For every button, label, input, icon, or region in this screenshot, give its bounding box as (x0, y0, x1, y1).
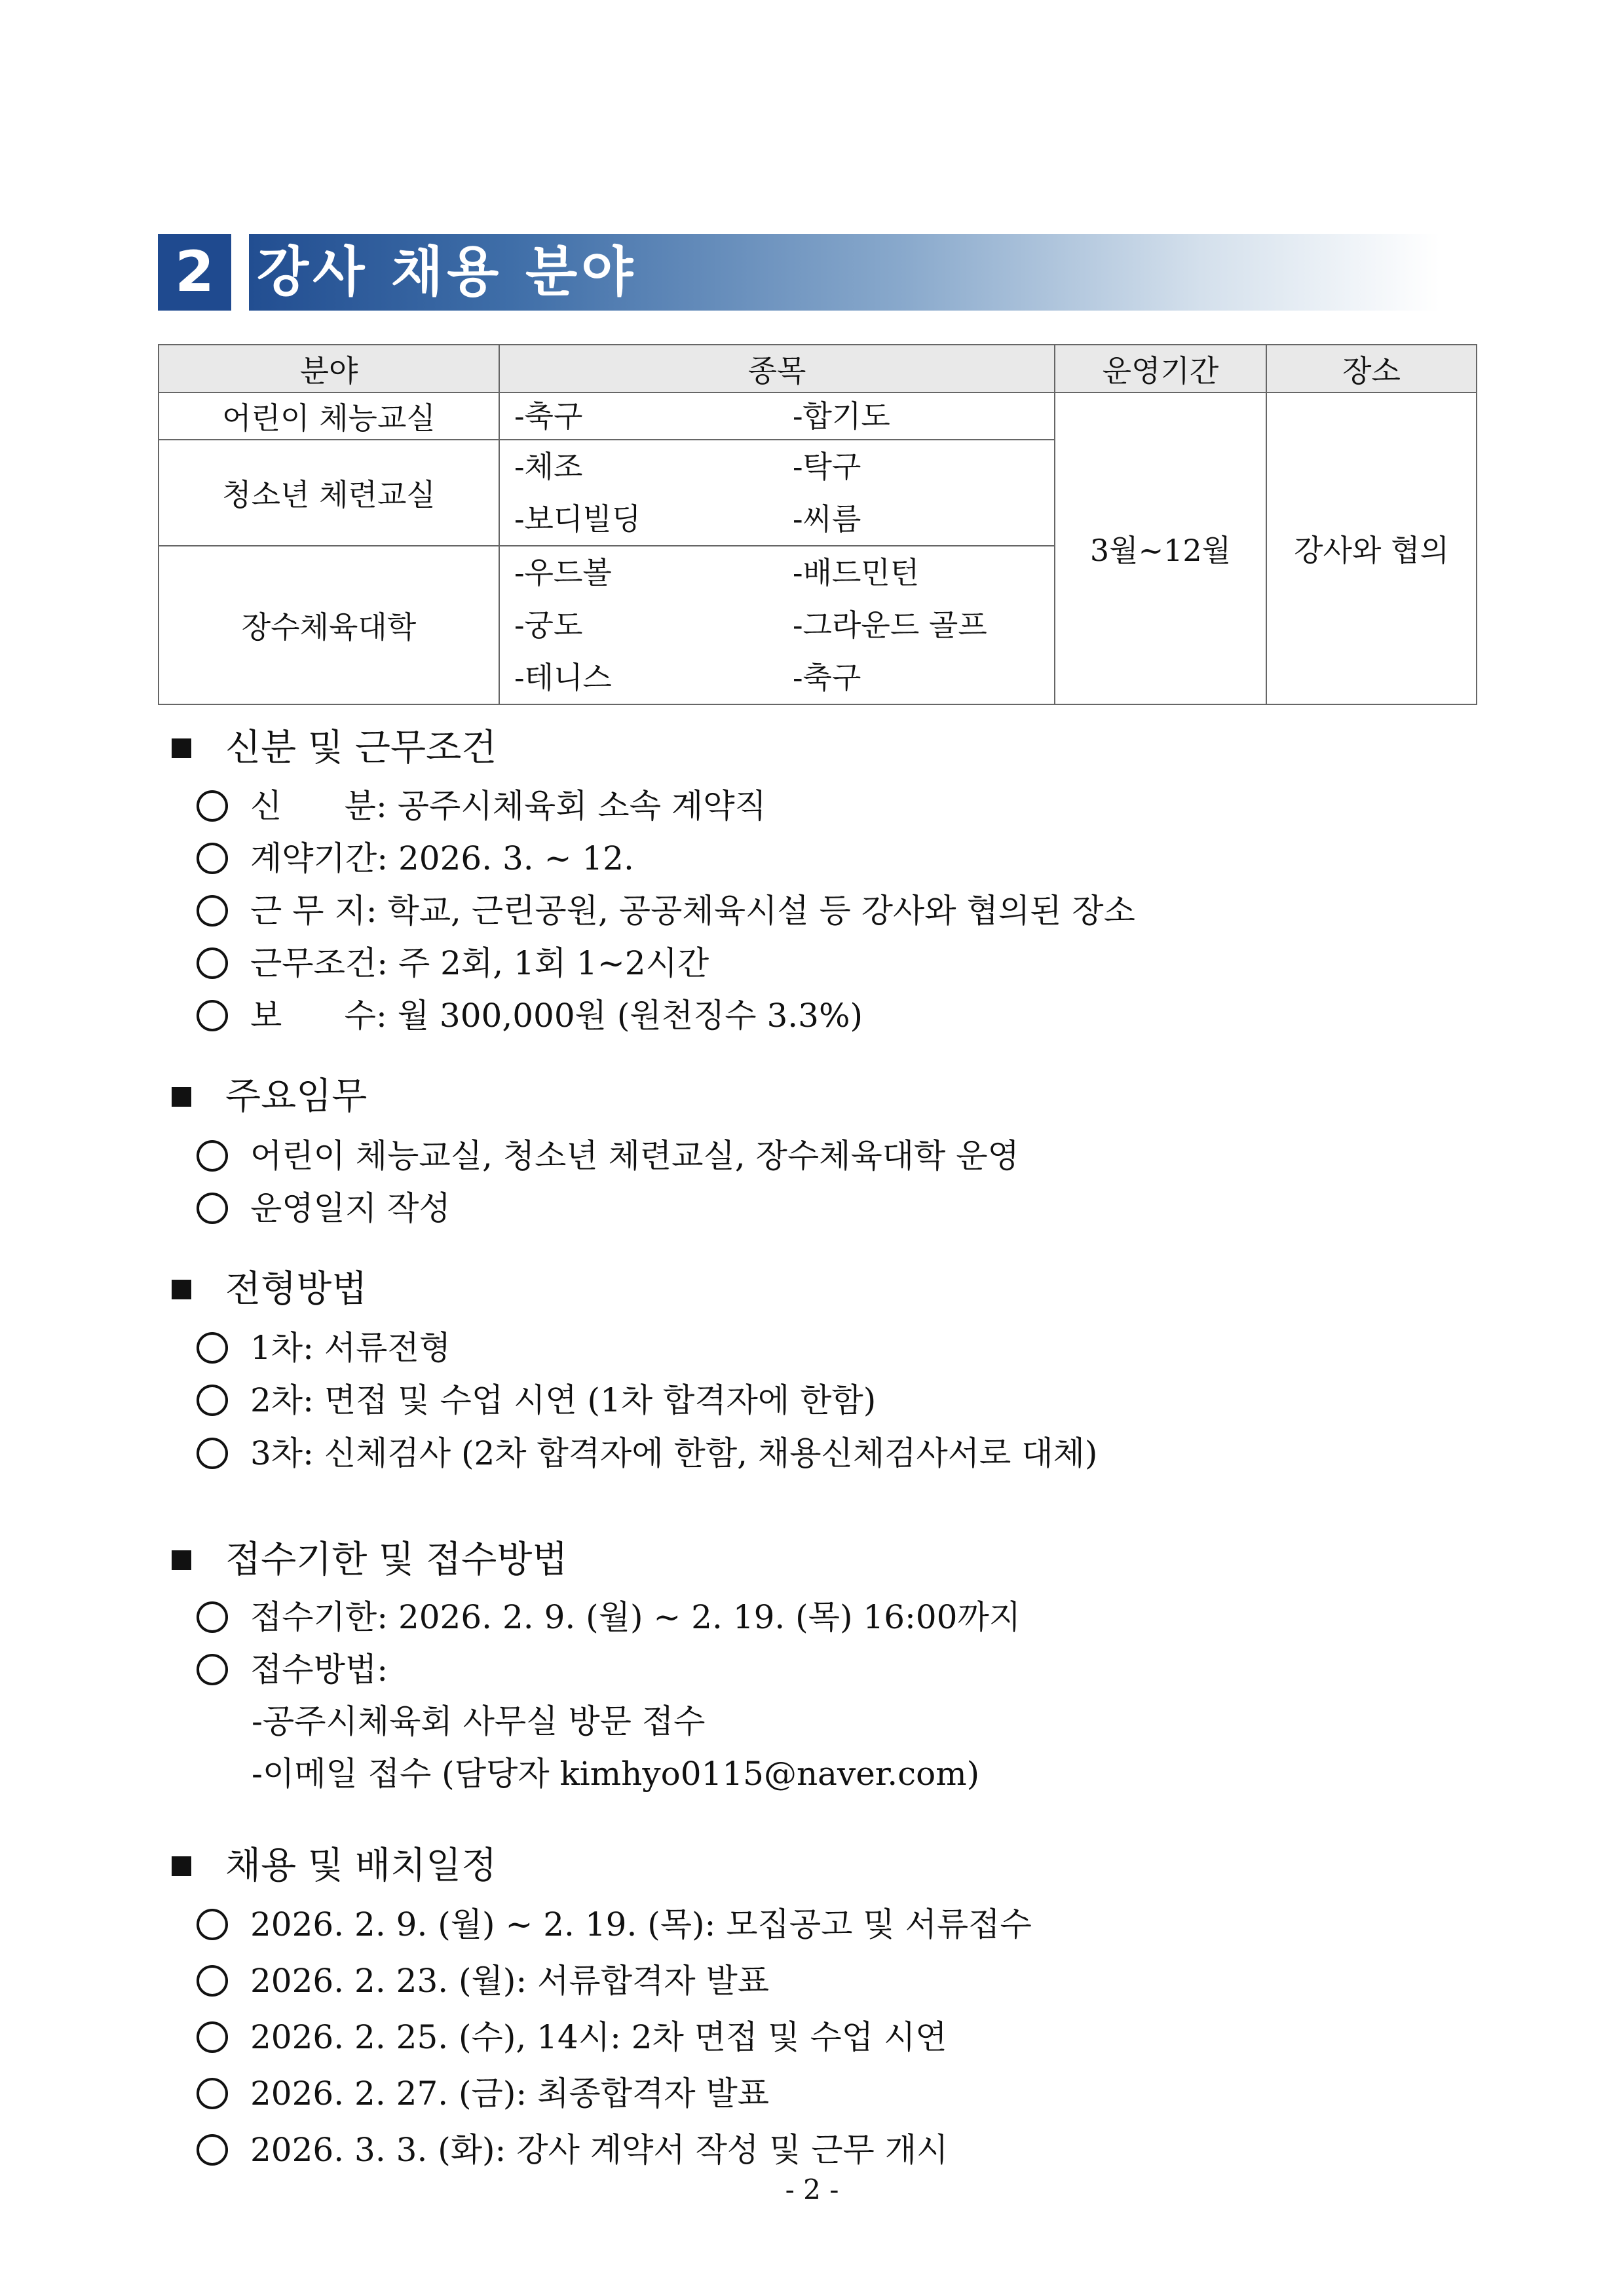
circle-bullet-icon (197, 895, 228, 927)
sport-pair (514, 651, 1054, 704)
method-detail: -공주시체육회 사무실 방문 접수 (252, 1702, 706, 1740)
application-method: 접수방법: (250, 1651, 388, 1689)
condition-item: 근 무 지 : 학교, 근린공원, 공공체육시설 등 강사와 협의된 장소 (197, 888, 1135, 934)
duties-heading (172, 1074, 367, 1120)
header-place: 장소 (1266, 345, 1477, 392)
method-detail: -이메일 접수 (담당자 kimhyo0115@naver.com) (252, 1755, 980, 1793)
condition-item: 보 수 : 월 300,000원 (원천징수 3.3%) (197, 993, 863, 1039)
schedule-item (197, 1902, 1032, 1947)
pay-label: 보 수 (250, 997, 376, 1035)
application-heading (172, 1537, 567, 1583)
workplace-label: 근 무 지 (250, 892, 366, 930)
circle-bullet-icon (197, 1140, 228, 1172)
circle-bullet-icon (197, 1193, 228, 1224)
circle-bullet-icon (197, 1965, 228, 1997)
sport-pair (514, 493, 1054, 545)
circle-bullet-icon (197, 843, 228, 874)
circle-bullet-icon (197, 947, 228, 979)
status-value: 공주시체육회 소속 계약직 (397, 787, 766, 825)
instructor-field-table (158, 344, 1477, 705)
circle-bullet-icon (197, 1909, 228, 1940)
conditions-heading (172, 725, 497, 771)
condition-item: 계약기간 : 2026. 3. ~ 12. (197, 835, 634, 881)
hours-label: 근무조건 (250, 944, 377, 982)
place-cell: 강사와 협의 (1266, 392, 1477, 704)
sport-item: -탁구 (793, 449, 861, 484)
sport-item: -씨름 (793, 501, 861, 537)
sports-cell (499, 546, 1055, 704)
circle-bullet-icon (197, 2021, 228, 2053)
sports-cell (499, 392, 1055, 440)
application-item (197, 1647, 388, 1693)
status-label: 신 분 (250, 787, 376, 825)
hours-value: 주 2회, 1회 1~2시간 (398, 944, 709, 982)
sport-item: -그라운드 골프 (793, 607, 987, 643)
workplace-value: 학교, 근린공원, 공공체육시설 등 강사와 협의된 장소 (387, 892, 1135, 930)
page-number: - 2 - (785, 2173, 839, 2206)
schedule-text: 2026. 2. 9. (월) ~ 2. 19. (목): 모집공고 및 서류접수 (250, 1905, 1032, 1943)
duty-text: 운영일지 작성 (250, 1189, 451, 1227)
schedule-item (197, 2071, 769, 2116)
selection-item (197, 1325, 451, 1371)
category-cell: 장수체육대학 (159, 546, 499, 704)
circle-bullet-icon (197, 1332, 228, 1364)
square-bullet-icon (172, 1856, 191, 1876)
header-period: 운영기간 (1055, 345, 1266, 392)
sport-pair (514, 440, 1054, 493)
pay-value: 월 300,000원 (원천징수 3.3%) (397, 997, 863, 1035)
condition-item: 근무조건 : 주 2회, 1회 1~2시간 (197, 940, 709, 986)
circle-bullet-icon (197, 1385, 228, 1416)
sport-item: -축구 (793, 660, 861, 695)
circle-bullet-icon (197, 1654, 228, 1685)
sport-pair (514, 599, 1054, 651)
schedule-item (197, 2127, 948, 2173)
sport-item: -배드민턴 (793, 555, 920, 590)
contract-label: 계약기간 (250, 839, 377, 877)
sport-item: -테니스 (514, 660, 612, 695)
contract-value: 2026. 3. ~ 12. (398, 839, 634, 877)
sport-item: -축구 (514, 398, 583, 434)
duty-item (197, 1133, 1019, 1179)
sport-pair (514, 394, 1054, 438)
schedule-item (197, 1958, 769, 2004)
duty-text: 어린이 체능교실, 청소년 체련교실, 장수체육대학 운영 (250, 1137, 1019, 1175)
square-bullet-icon (172, 1280, 191, 1299)
selection-item (197, 1430, 1097, 1476)
period-cell: 3월~12월 (1055, 392, 1266, 704)
sport-item: -우드볼 (514, 555, 612, 590)
sports-cell (499, 440, 1055, 546)
application-title: 접수기한 및 접수방법 (225, 1539, 568, 1581)
circle-bullet-icon (197, 1000, 228, 1031)
selection-item (197, 1377, 876, 1423)
section-number: 2 (158, 234, 231, 311)
schedule-text: 2026. 3. 3. (화): 강사 계약서 작성 및 근무 개시 (250, 2131, 949, 2169)
square-bullet-icon (172, 1550, 191, 1570)
selection-heading (172, 1267, 367, 1312)
circle-bullet-icon (197, 2134, 228, 2166)
circle-bullet-icon (197, 1601, 228, 1633)
square-bullet-icon (172, 738, 191, 758)
conditions-title: 신분 및 근무조건 (225, 727, 497, 769)
category-cell: 청소년 체련교실 (159, 440, 499, 546)
duty-item (197, 1185, 451, 1231)
header-sport: 종목 (499, 345, 1055, 392)
sport-item: -보디빌딩 (514, 501, 641, 537)
circle-bullet-icon (197, 1438, 228, 1469)
duties-title: 주요임무 (225, 1075, 368, 1118)
schedule-item (197, 2014, 947, 2060)
circle-bullet-icon (197, 790, 228, 822)
selection-text: 2차: 면접 및 수업 시연 (1차 합격자에 한함) (250, 1381, 877, 1419)
application-deadline: 접수기한: 2026. 2. 9. (월) ~ 2. 19. (목) 16:00까지 (250, 1598, 1021, 1636)
header-field: 분야 (159, 345, 499, 392)
selection-text: 3차: 신체검사 (2차 합격자에 한함, 채용신체검사서로 대체) (250, 1434, 1098, 1472)
sport-pair (514, 546, 1054, 599)
schedule-text: 2026. 2. 23. (월): 서류합격자 발표 (250, 1962, 770, 2000)
schedule-title: 채용 및 배치일정 (225, 1845, 497, 1887)
circle-bullet-icon (197, 2078, 228, 2109)
selection-text: 1차: 서류전형 (250, 1329, 451, 1367)
schedule-text: 2026. 2. 25. (수), 14시: 2차 면접 및 수업 시연 (250, 2018, 947, 2056)
selection-title: 전형방법 (225, 1268, 368, 1311)
schedule-heading (172, 1843, 497, 1889)
sport-item: -체조 (514, 449, 583, 484)
section-title: 강사 채용 분야 (257, 241, 637, 303)
sport-item: -합기도 (793, 398, 890, 434)
sport-item: -궁도 (514, 607, 583, 643)
schedule-text: 2026. 2. 27. (금): 최종합격자 발표 (250, 2075, 770, 2113)
application-item (197, 1594, 1021, 1640)
square-bullet-icon (172, 1087, 191, 1107)
condition-item: 신 분 : 공주시체육회 소속 계약직 (197, 783, 766, 829)
category-cell: 어린이 체능교실 (159, 392, 499, 440)
table-row (159, 392, 1477, 440)
table-header-row (159, 345, 1477, 392)
